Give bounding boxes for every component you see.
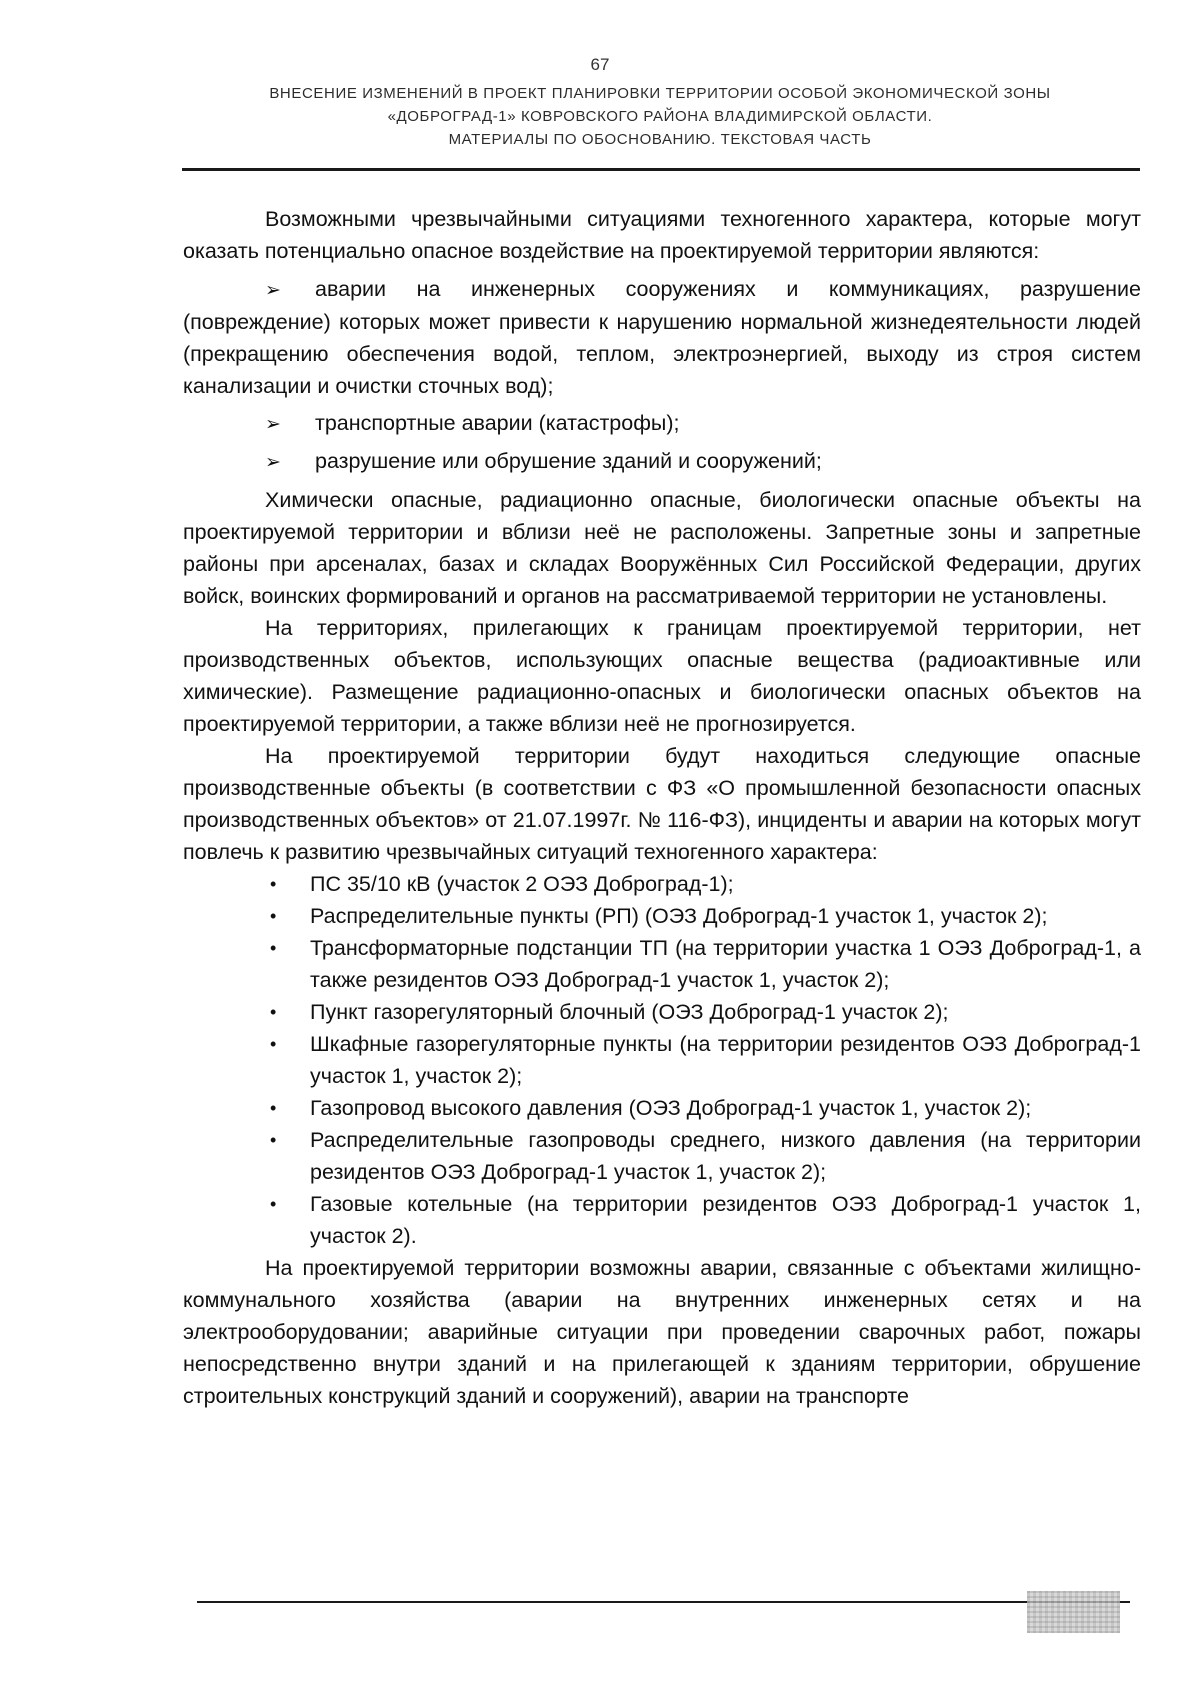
arrow-list-item bbox=[183, 407, 1141, 440]
footer-divider bbox=[197, 1601, 1130, 1603]
chemical-hazard-paragraph: Химически опасные, радиационно опасные, биологически опасные объекты на проектируемой территории и вблизи неё не расположены. Запретные зоны и запретные районы при арсеналах, базах и складах Вооружённых Сил Российской Федерации, других войск, воинских формирований и органов на рассматриваемой территории не установлены. bbox=[183, 488, 1141, 608]
bullet-item-text: Распределительные газопроводы среднего, низкого давления (на территории резидентов ОЭЗ Доброград-1 участок 1, участок 2); bbox=[310, 1128, 1141, 1184]
bullet-icon: • bbox=[270, 1194, 277, 1214]
arrow-bullet-icon: ➢ bbox=[265, 413, 281, 435]
bullet-item-text: Распределительные пункты (РП) (ОЭЗ Доброград-1 участок 1, участок 2); bbox=[310, 904, 1048, 928]
intro-paragraph: Возможными чрезвычайными ситуациями техногенного характера, которые могут оказать потенциально опасное воздействие на проектируемой территории являются: bbox=[183, 207, 1141, 263]
footer-stamp-image bbox=[1027, 1591, 1120, 1633]
bullet-list-item bbox=[270, 1188, 1141, 1252]
bullet-icon: • bbox=[270, 938, 277, 958]
header-line-1: ВНЕСЕНИЕ ИЗМЕНЕНИЙ В ПРОЕКТ ПЛАНИРОВКИ ТЕРРИТОРИИ ОСОБОЙ ЭКОНОМИЧЕСКОЙ ЗОНЫ bbox=[269, 85, 1051, 102]
arrow-item-text: транспортные аварии (катастрофы); bbox=[315, 411, 680, 435]
bullet-list-item bbox=[270, 996, 1141, 1028]
arrow-item-text: разрушение или обрушение зданий и сооружений; bbox=[315, 449, 822, 473]
header-line-2: «ДОБРОГРАД-1» КОВРОВСКОГО РАЙОНА ВЛАДИМИРСКОЙ ОБЛАСТИ. bbox=[387, 108, 933, 125]
adjacent-territory-paragraph: На территориях, прилегающих к границам проектируемой территории, нет производственных объектов, использующих опасные вещества (радиоактивные или химические). Размещение радиационно-опасных и биологически опасных объектов на проектируемой территории, а также вблизи неё не прогнозируется. bbox=[183, 616, 1141, 736]
hazard-arrow-list bbox=[183, 273, 1141, 478]
document-body bbox=[183, 203, 1141, 1412]
bullet-list-item bbox=[270, 868, 1141, 900]
header-divider bbox=[182, 168, 1140, 171]
page-number: 67 bbox=[590, 55, 610, 74]
arrow-bullet-icon: ➢ bbox=[265, 279, 281, 301]
bullet-list-item bbox=[270, 1028, 1141, 1092]
bullet-icon: • bbox=[270, 1098, 277, 1118]
bullet-list-item bbox=[270, 932, 1141, 996]
bullet-item-text: Газовые котельные (на территории резидентов ОЭЗ Доброград-1 участок 1, участок 2). bbox=[310, 1192, 1141, 1248]
bullet-icon: • bbox=[270, 906, 277, 926]
arrow-item-text: аварии на инженерных сооружениях и коммуникациях, разрушение (повреждение) которых может привести к нарушению нормальной жизнедеятельности людей (прекращению обеспечения водой, теплом, электроэнергией, выходу из строя систем канализации и очистки сточных вод); bbox=[183, 277, 1141, 398]
header-line-3: МАТЕРИАЛЫ ПО ОБОСНОВАНИЮ. ТЕКСТОВАЯ ЧАСТЬ bbox=[448, 131, 872, 148]
bullet-list-item bbox=[270, 1124, 1141, 1188]
bullet-item-text: Трансформаторные подстанции ТП (на территории участка 1 ОЭЗ Доброград-1, а также резидентов ОЭЗ Доброград-1 участок 1, участок 2); bbox=[310, 936, 1141, 992]
bullet-list-item bbox=[270, 900, 1141, 932]
bullet-list-item bbox=[270, 1092, 1141, 1124]
bullet-item-text: Пункт газорегуляторный блочный (ОЭЗ Доброград-1 участок 2); bbox=[310, 1000, 949, 1024]
arrow-list-item bbox=[183, 273, 1141, 402]
final-paragraph: На проектируемой территории возможны аварии, связанные с объектами жилищно-коммунального хозяйства (аварии на внутренних инженерных сетях и на электрооборудовании; аварийные ситуации при проведении сварочных работ, пожары непосредственно внутри зданий и на прилегающей к зданиям территории, обрушение строительных конструкций зданий и сооружений), аварии на транспорте bbox=[183, 1256, 1141, 1408]
hazardous-objects-paragraph: На проектируемой территории будут находиться следующие опасные производственные объекты (в соответствии с ФЗ «О промышленной безопасности опасных производственных объектов» от 21.07.1997г. № 116-ФЗ), инциденты и аварии на которых могут повлечь к развитию чрезвычайных ситуаций техногенного характера: bbox=[183, 744, 1141, 864]
document-header bbox=[180, 82, 1140, 151]
arrow-list-item bbox=[183, 445, 1141, 478]
bullet-icon: • bbox=[270, 1002, 277, 1022]
arrow-bullet-icon: ➢ bbox=[265, 451, 281, 473]
bullet-icon: • bbox=[270, 874, 277, 894]
bullet-icon: • bbox=[270, 1034, 277, 1054]
hazardous-objects-list bbox=[270, 868, 1141, 1252]
bullet-item-text: Шкафные газорегуляторные пункты (на территории резидентов ОЭЗ Доброград-1 участок 1, участок 2); bbox=[310, 1032, 1141, 1088]
bullet-icon: • bbox=[270, 1130, 277, 1150]
bullet-item-text: Газопровод высокого давления (ОЭЗ Доброград-1 участок 1, участок 2); bbox=[310, 1096, 1032, 1120]
bullet-item-text: ПС 35/10 кВ (участок 2 ОЭЗ Доброград-1); bbox=[310, 872, 734, 896]
